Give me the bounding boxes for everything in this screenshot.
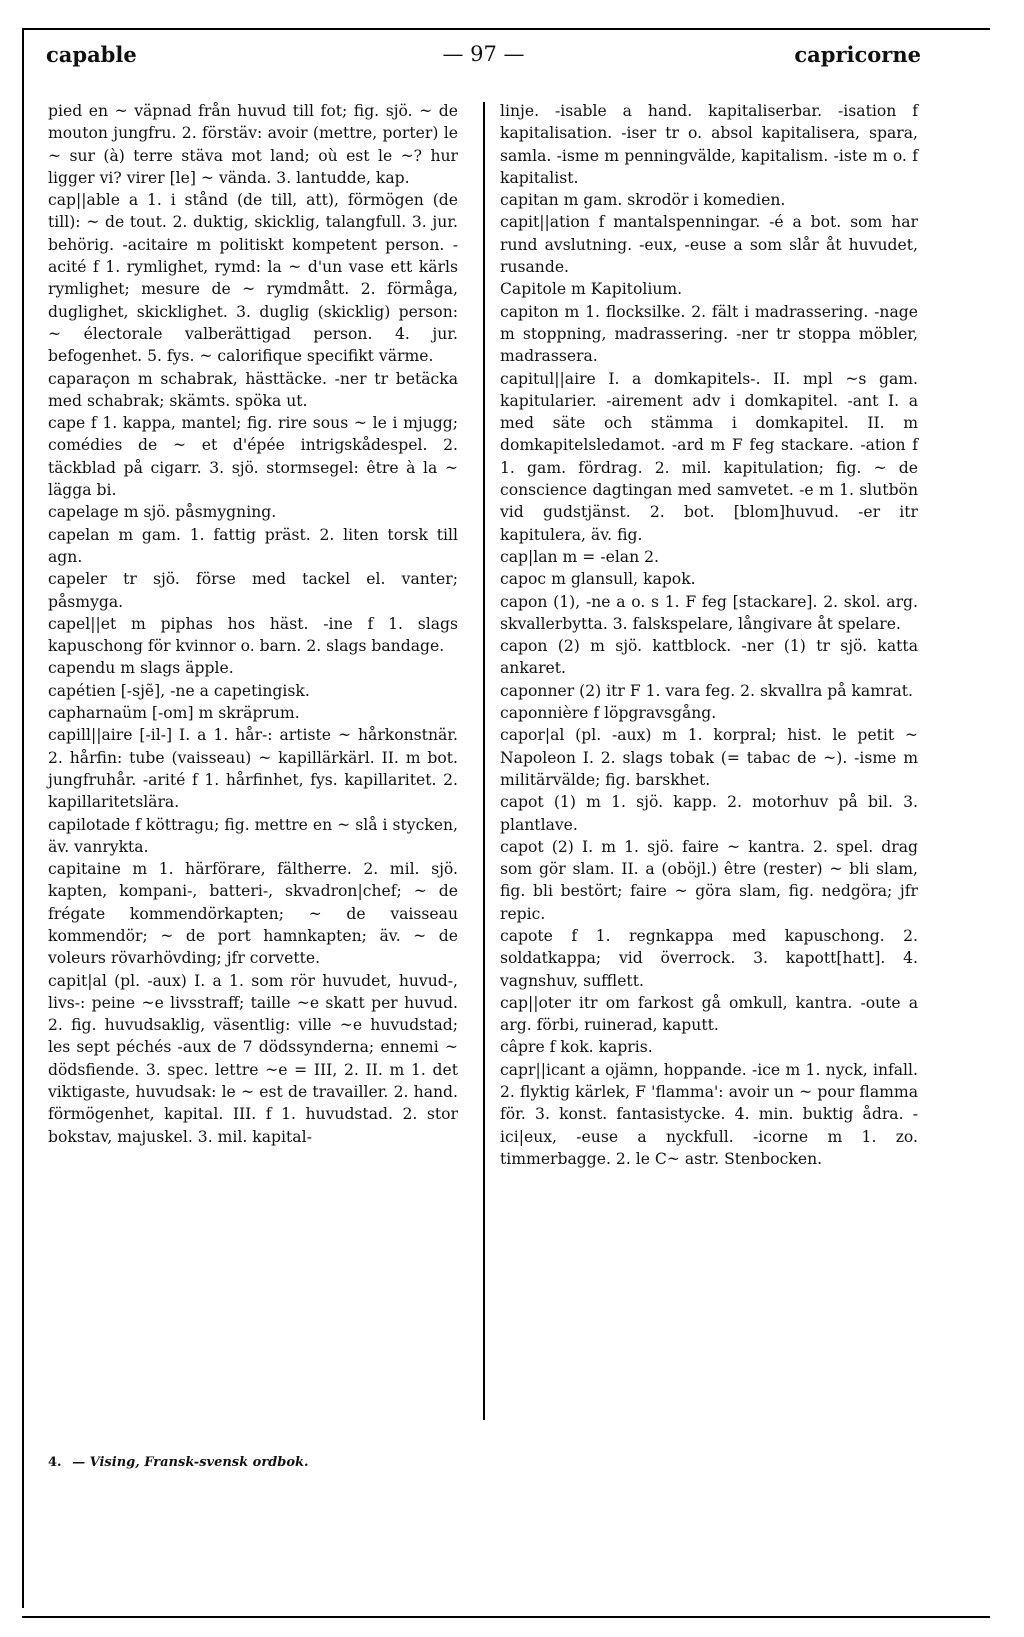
dictionary-entry: capon (2) m sjö. kattblock. -ner (1) tr sjö. katta ankaret.: [500, 637, 918, 678]
dictionary-entry: capitan m gam. skrodör i komedien.: [500, 191, 786, 210]
page-header: [46, 42, 921, 82]
left-column: [48, 100, 458, 1148]
dictionary-entry: capit||ation f mantalspenningar. -é a bot. som har rund avslutning. -eux, -euse a som slår åt huvudet, rusande.: [500, 213, 918, 277]
dictionary-entry: capitaine m 1. härförare, fältherre. 2. mil. sjö. kapten, kompani-, batteri-, skvadron|chef; ~ de frégate kommendörkapten; ~ de vaisseau kommendör; ~ de port hamnkapten; äv. ~ de voleurs rövarhövding; jfr corvette.: [48, 860, 458, 968]
dictionary-entry: capitul||aire I. a domkapitels-. II. mpl ~s gam. kapitularier. -airement adv i domkapitel. -ant I. a med säte och stämma i domkapitel. II. m domkapitelsledamot. -ard m F feg stackare. -ation f 1. gam. fördrag. 2. mil. kapitulation; fig. ~ de conscience dagtingan med samvetet. -e m 1. slutbön vid gudstjänst. 2. bot. [blom]huvud. -er itr kapitulera, äv. fig.: [500, 369, 918, 544]
dictionary-entry: capendu m slags äpple.: [48, 659, 234, 678]
dictionary-entry: capon (1), -ne a o. s 1. F feg [stackare]. 2. skol. arg. skvallerbytta. 3. falskspelare, långivare åt spelare.: [500, 592, 918, 633]
dictionary-entry: capot (2) I. m 1. sjö. faire ~ kantra. 2. spel. drag som gör slam. II. a (oböjl.) être (rester) ~ bli slam, fig. bli bestört; faire ~ göra slam, fig. nedgöra; jfr repic.: [500, 837, 918, 923]
dictionary-entry: capilotade f köttragu; fig. mettre en ~ slå i stycken, äv. vanrykta.: [48, 815, 458, 856]
signature-text: — Vising, Fransk-svensk ordbok.: [72, 1455, 309, 1470]
dictionary-entry: capétien [-sjẽ], -ne a capetingisk.: [48, 681, 310, 700]
dictionary-entry: capit|al (pl. -aux) I. a 1. som rör huvudet, huvud-, livs-: peine ~e livsstraff; taille ~e skatt per huvud. 2. fig. huvudsaklig, väsentlig: ville ~e huvudstad; les sept péchés -aux de 7 dödssynderna; ennemi ~ dödsfiende. 3. spec. lettre ~e = III, 2. II. m 1. det viktigaste, huvudsak: le ~ est de travailler. 2. hand. förmögenhet, kapital. III. f 1. huvudstad. 2. stor bokstav, majuskel. 3. mil. kapital-: [48, 971, 458, 1146]
dictionary-entry: caponnière f löpgravsgång.: [500, 704, 717, 723]
dictionary-entry: capelan m gam. 1. fattig präst. 2. liten torsk till agn.: [48, 525, 458, 566]
dictionary-entry: capill||aire [-il-] I. a 1. hår-: artiste ~ hårkonstnär. 2. hårfin: tube (vaisseau) ~ kapillärkärl. II. m bot. jungfruhår. -arité f 1. hårfinhet, fys. kapillaritet. 2. kapillaritetslära.: [48, 726, 458, 812]
dictionary-entry: capiton m 1. flocksilke. 2. fält i madrassering. -nage m stoppning, madrassering. -ner tr stoppa möbler, madrassera.: [500, 302, 918, 366]
dictionary-entry: pied en ~ väpnad från huvud till fot; fig. sjö. ~ de mouton jungfru. 2. förstäv: avoir (mettre, porter) le ~ sur (à) terre stäva mot land; où est le ~? hur ligger vi? virer [le] ~ vända. 3. lantudde, kap.: [48, 102, 458, 187]
page-number: — 97 —: [442, 42, 525, 66]
signature-number: 4.: [48, 1455, 62, 1470]
dictionary-entry: capr||icant a ojämn, hoppande. -ice m 1. nyck, infall. 2. flyktig kärlek, F 'flamma': avoir un ~ pour flamma för. 3. konst. fantasistycke. 4. min. buktig ådra. -ici|eux, -euse a nyckfull. -icorne m 1. zo. timmerbagge. 2. le C~ astr. Stenbocken.: [500, 1060, 918, 1168]
dictionary-entry: capoc m glansull, kapok.: [500, 570, 696, 589]
signature-line: [48, 1455, 309, 1470]
dictionary-entry: cape f 1. kappa, mantel; fig. rire sous ~ le i mjugg; comédies de ~ et d'épée intrigskådespel. 2. täckblad på cigarr. 3. sjö. stormsegel: être à la ~ lägga bi.: [48, 414, 458, 500]
header-right-guideword: capricorne: [794, 42, 921, 67]
dictionary-entry: capeler tr sjö. förse med tackel el. vanter; påsmyga.: [48, 570, 458, 611]
dictionary-entry: caparaçon m schabrak, hästtäcke. -ner tr betäcka med schabrak; skämts. spöka ut.: [48, 369, 458, 410]
dictionary-entry: capel||et m piphas hos häst. -ine f 1. slags kapuschong för kvinnor o. barn. 2. slags bandage.: [48, 614, 458, 656]
column-divider: [483, 102, 485, 1420]
dictionary-entry: capelage m sjö. påsmygning.: [48, 503, 277, 522]
dictionary-entry: capote f 1. regnkappa med kapuschong. 2. soldatkappa; vid överrock. 3. kapott[hatt]. 4. vagnshuv, sufflett.: [500, 926, 918, 990]
dictionary-entry: Capitole m Kapitolium.: [500, 280, 683, 299]
dictionary-entry: capor|al (pl. -aux) m 1. korpral; hist. le petit ~ Napoleon I. 2. slags tobak (= tabac de ~). -isme m militärvälde; fig. barskhet.: [500, 726, 918, 789]
right-column: [500, 100, 918, 1170]
bottom-border: [22, 1616, 990, 1618]
dictionary-entry: cap|lan m = -elan 2.: [500, 547, 659, 566]
dictionary-entry: caponner (2) itr F 1. vara feg. 2. skvallra på kamrat.: [500, 681, 913, 700]
dictionary-entry: câpre f kok. kapris.: [500, 1038, 653, 1057]
header-left-guideword: capable: [46, 42, 137, 67]
dictionary-entry: linje. -isable a hand. kapitaliserbar. -isation f kapitalisation. -iser tr o. absol kapitalisera, spara, samla. -isme m penningvälde, kapitalism. -iste m o. f kapitalist.: [500, 102, 918, 187]
dictionary-entry: cap||oter itr om farkost gå omkull, kantra. -oute a arg. förbi, ruinerad, kaputt.: [500, 993, 918, 1035]
dictionary-entry: capot (1) m 1. sjö. kapp. 2. motorhuv på bil. 3. plantlave.: [500, 793, 918, 834]
dictionary-entry: cap||able a 1. i stånd (de till, att), förmögen (de till): ~ de tout. 2. duktig, skicklig, talangfull. 3. jur. behörig. -acitaire m politiskt kompetent person. -acité f 1. rymlighet, rymd: la ~ d'un vase ett kärls rymlighet; mesure de ~ rymdmått. 2. förmåga, duglighet, skicklighet. 3. duglig (skicklig) person: ~ électorale valberättigad person. 4. jur. befogenhet. 5. fys. ~ calorifique specifikt värme.: [48, 191, 458, 366]
dictionary-entry: capharnaüm [-om] m skräprum.: [48, 704, 300, 723]
